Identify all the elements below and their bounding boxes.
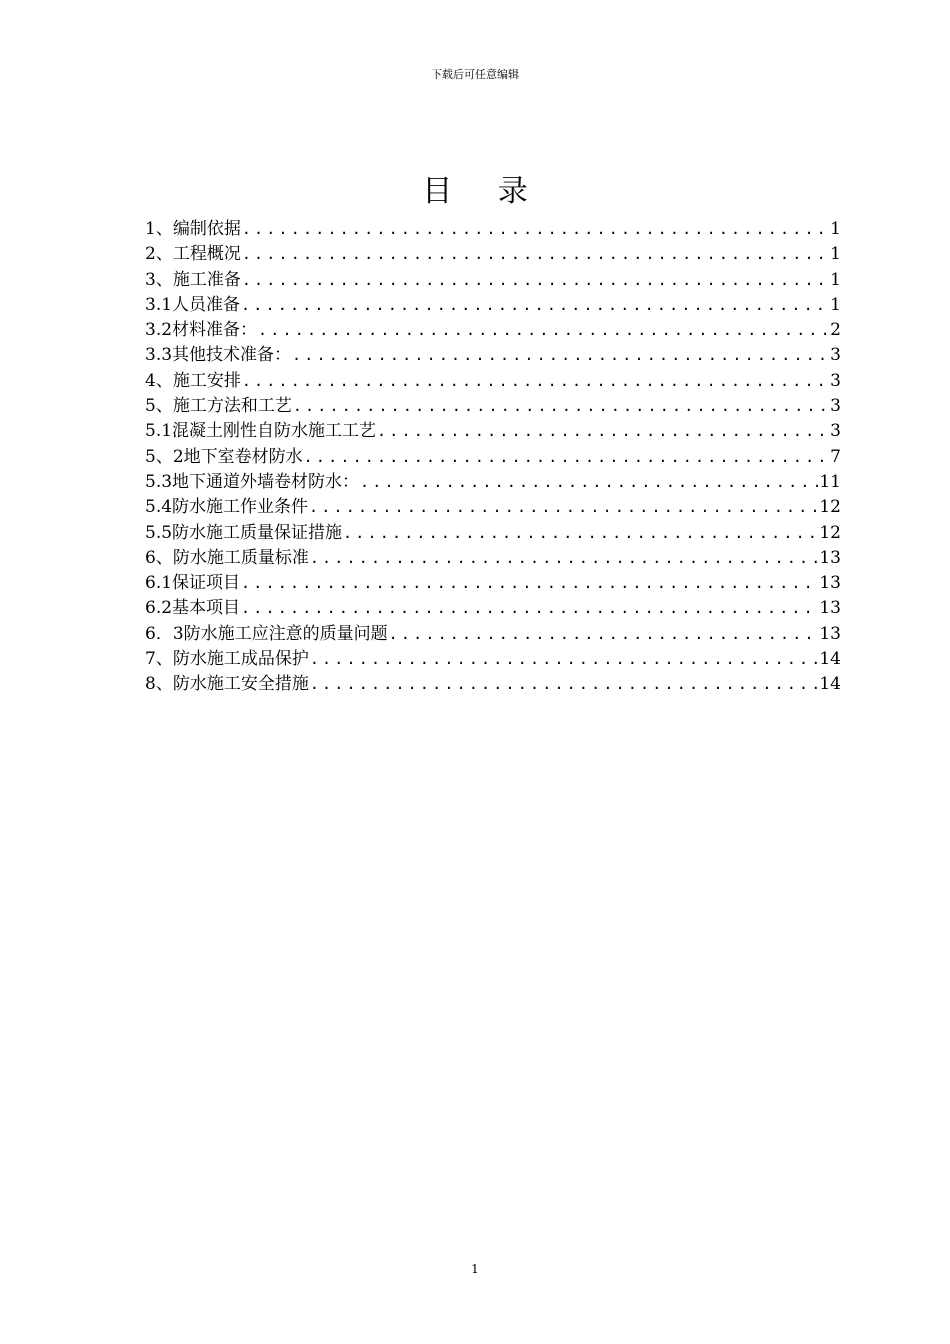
toc-entry-label: 5.4防水施工作业条件 bbox=[145, 497, 309, 518]
toc-entry[interactable] bbox=[145, 268, 841, 293]
toc-entry[interactable] bbox=[145, 343, 841, 368]
page-number: 1 bbox=[471, 1262, 479, 1276]
toc-entry[interactable] bbox=[145, 470, 841, 495]
toc-leader-dots bbox=[377, 419, 829, 444]
toc-entry[interactable] bbox=[145, 419, 841, 444]
toc-leader-dots bbox=[389, 622, 819, 647]
toc-entry[interactable] bbox=[145, 622, 841, 647]
toc-entry-page: 14 bbox=[819, 649, 841, 670]
toc-leader-dots bbox=[242, 369, 829, 394]
toc-entry[interactable] bbox=[145, 217, 841, 242]
toc-entry-page: 3 bbox=[830, 345, 841, 366]
toc-leader-dots bbox=[360, 470, 818, 495]
toc-entry-page: 3 bbox=[830, 396, 841, 417]
toc-entry-label: 3、施工准备 bbox=[145, 269, 241, 290]
toc-leader-dots bbox=[309, 495, 818, 520]
toc-entry[interactable] bbox=[145, 495, 841, 520]
toc-entry-label: 6.1保证项目 bbox=[145, 573, 241, 594]
toc-entry-label: 1、编制依据 bbox=[145, 219, 241, 239]
toc-leader-dots bbox=[292, 343, 829, 368]
toc-entry-page: 3 bbox=[830, 421, 841, 442]
toc-entry-label: 3.3其他技术准备： bbox=[145, 345, 292, 366]
toc-entry[interactable] bbox=[145, 596, 841, 621]
toc-entry-page: 1 bbox=[830, 244, 841, 265]
toc-entry-page: 11 bbox=[819, 471, 841, 492]
toc-entry-label: 6．3防水施工应注意的质量问题 bbox=[145, 623, 388, 644]
toc-leader-dots bbox=[241, 571, 818, 596]
toc-entry-label: 2、工程概况 bbox=[145, 244, 241, 265]
toc-entry-label: 6、防水施工质量标准 bbox=[145, 547, 309, 568]
toc-entry[interactable] bbox=[145, 571, 841, 596]
toc-leader-dots bbox=[242, 217, 829, 242]
toc-entry-label: 6.2基本项目 bbox=[145, 598, 241, 619]
toc-entry[interactable] bbox=[145, 369, 841, 394]
toc-entry-page: 1 bbox=[830, 219, 841, 239]
toc-entry-label: 5.1混凝土刚性自防水施工工艺 bbox=[145, 421, 377, 442]
toc-entry-page: 1 bbox=[830, 269, 841, 290]
table-of-contents bbox=[145, 217, 841, 698]
toc-entry[interactable] bbox=[145, 445, 841, 470]
toc-entry-page: 1 bbox=[830, 294, 841, 315]
toc-entry-label: 4、施工安排 bbox=[145, 370, 241, 391]
toc-entry-page: 7 bbox=[830, 446, 841, 467]
toc-entry-page: 2 bbox=[830, 320, 841, 341]
page-header: 下载后可任意编辑 bbox=[431, 68, 519, 81]
toc-title: 目 录 bbox=[422, 174, 546, 209]
toc-leader-dots bbox=[310, 546, 819, 571]
toc-entry-page: 13 bbox=[819, 573, 841, 594]
toc-leader-dots bbox=[310, 647, 819, 672]
toc-entry-page: 12 bbox=[819, 497, 841, 518]
toc-leader-dots bbox=[343, 521, 818, 546]
toc-leader-dots bbox=[241, 596, 818, 621]
toc-entry[interactable] bbox=[145, 672, 841, 697]
toc-leader-dots bbox=[242, 268, 829, 293]
toc-entry[interactable] bbox=[145, 521, 841, 546]
toc-entry-label: 3.2材料准备： bbox=[145, 320, 258, 341]
toc-entry-label: 5.3地下通道外墙卷材防水： bbox=[145, 471, 360, 492]
toc-entry-label: 5、2地下室卷材防水 bbox=[145, 446, 303, 467]
toc-entry-page: 13 bbox=[819, 598, 841, 619]
toc-entry[interactable] bbox=[145, 647, 841, 672]
toc-entry-page: 13 bbox=[819, 623, 841, 644]
toc-entry-label: 8、防水施工安全措施 bbox=[145, 674, 309, 695]
toc-entry-page: 12 bbox=[819, 522, 841, 543]
toc-entry[interactable] bbox=[145, 318, 841, 343]
toc-entry[interactable] bbox=[145, 242, 841, 267]
toc-entry-label: 3.1人员准备 bbox=[145, 294, 241, 315]
toc-leader-dots bbox=[293, 394, 829, 419]
toc-entry[interactable] bbox=[145, 546, 841, 571]
toc-entry-page: 3 bbox=[830, 370, 841, 391]
toc-entry-page: 14 bbox=[819, 674, 841, 695]
toc-entry[interactable] bbox=[145, 394, 841, 419]
toc-leader-dots bbox=[304, 445, 830, 470]
toc-entry[interactable] bbox=[145, 293, 841, 318]
toc-leader-dots bbox=[258, 318, 829, 343]
toc-entry-label: 7、防水施工成品保护 bbox=[145, 649, 309, 670]
toc-leader-dots bbox=[242, 242, 829, 267]
toc-entry-label: 5.5防水施工质量保证措施 bbox=[145, 522, 343, 543]
toc-leader-dots bbox=[241, 293, 829, 318]
toc-leader-dots bbox=[310, 672, 819, 697]
toc-entry-label: 5、施工方法和工艺 bbox=[145, 396, 292, 417]
toc-entry-page: 13 bbox=[819, 547, 841, 568]
